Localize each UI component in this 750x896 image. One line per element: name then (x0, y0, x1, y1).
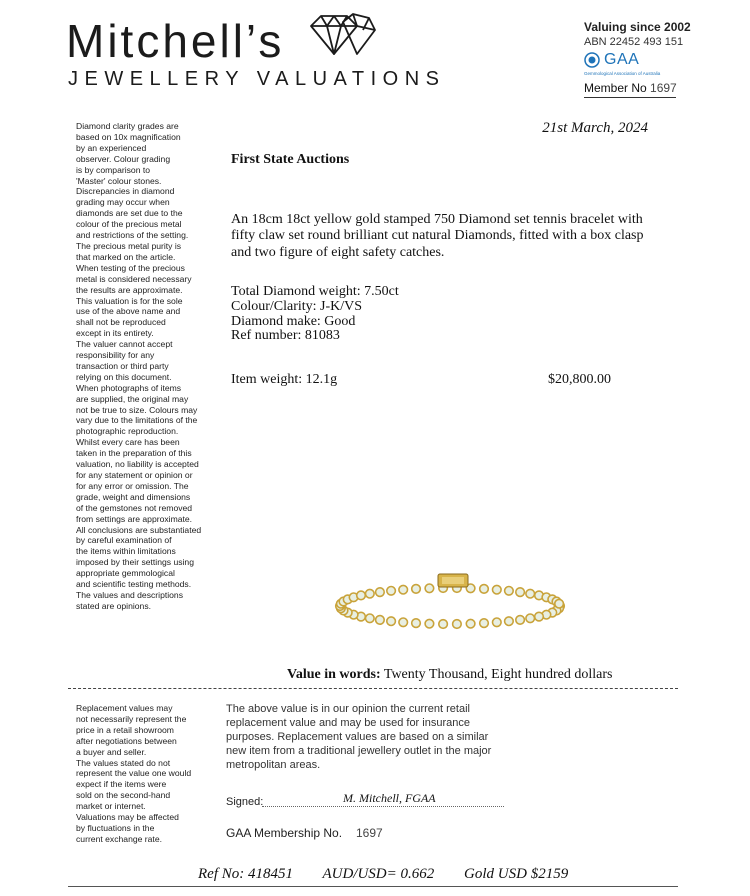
bracelet-stone (366, 614, 375, 623)
disclaimer-line: observer. Colour grading (76, 153, 171, 164)
spec-line: Colour/Clarity: J-K/VS (231, 298, 363, 314)
item-description: An 18cm 18ct yellow gold stamped 750 Diamond set tennis bracelet with fifty claw set round brilliant cut natural Diamonds, fitted with a box clasp and two figure of eight safety catches. (231, 212, 644, 260)
signature-name: M. Mitchell, FGAA (343, 791, 436, 805)
member-label: Member No (584, 81, 647, 95)
disclaimer-line: Diamond clarity grades are (76, 121, 179, 131)
bracelet-stone (480, 619, 489, 628)
header-info (584, 20, 734, 95)
replacement-disclaimer-line: by fluctuations in the (76, 822, 155, 833)
value-words-label: Value in words: (287, 667, 381, 682)
spec-line: Ref number: 81083 (231, 328, 340, 344)
disclaimer-line: All conclusions are substantiated (76, 524, 202, 535)
membership-label: GAA Membership No. (226, 826, 343, 840)
bracelet-stone (555, 599, 564, 608)
bracelet-stone (366, 589, 375, 598)
disclaimer-line: imposed by their settings using (76, 557, 194, 568)
footer (198, 866, 594, 883)
disclaimer-line: that marked on the article. (76, 251, 176, 262)
bracelet-stone (480, 585, 489, 594)
member-value: 1697 (650, 81, 677, 95)
replacement-disclaimer-line: after negotiations between (76, 735, 177, 746)
disclaimer-line: Whilst every care has been (76, 437, 180, 448)
exchange-rate: AUD/USD= 0.662 (322, 866, 435, 882)
valuing-since: Valuing since 2002 (584, 20, 691, 34)
disclaimer-line: not be true to size. Colours may (76, 404, 198, 415)
bracelet-stone (399, 585, 408, 594)
disclaimer-line: stated are opinions. (76, 600, 152, 611)
disclaimer-line: The valuer cannot accept (76, 339, 173, 350)
bracelet-stone (526, 589, 535, 598)
disclaimer-line: shall not be reproduced (76, 317, 166, 328)
bracelet-photo (330, 570, 570, 642)
item-specs (231, 285, 399, 344)
gaa-logo (584, 51, 734, 81)
gaa-fullname: Gemmological Association of Australia (584, 71, 661, 76)
disclaimer-line: from settings are approximate. (76, 513, 193, 524)
replacement-disclaimer-line: price in a retail showroom (76, 724, 174, 735)
bracelet-stone (376, 616, 385, 625)
bracelet-stone (526, 614, 535, 623)
disclaimer-line: The values and descriptions (76, 589, 184, 600)
bracelet-stone (466, 619, 475, 628)
gaa-emblem-icon (584, 52, 600, 68)
footer-rule (68, 886, 678, 887)
disclaimer-line: are supplied, the original may (76, 393, 189, 404)
bracelet-stone (425, 584, 434, 593)
disclaimer-line: by an experienced (76, 142, 147, 153)
bracelet-stone (493, 618, 502, 627)
disclaimer-line: responsibility for any (76, 350, 155, 361)
replacement-disclaimer-line: represent the value one would (76, 768, 192, 779)
bracelet-stone (505, 617, 514, 626)
disclaimer-line: for any statement or opinion or (76, 470, 193, 480)
recipient-name: First State Auctions (231, 152, 350, 167)
disclaimer-line: colour of the precious metal (76, 219, 182, 230)
replacement-disclaimer-line: not necessarily represent the (76, 713, 187, 724)
value-in-words (287, 667, 612, 683)
bracelet-stone (505, 587, 514, 596)
dashed-divider (68, 688, 678, 689)
disclaimer-line: is by comparison to (76, 164, 151, 175)
diamond-logo-icon (307, 12, 379, 58)
signature-line (262, 806, 504, 807)
header-rule (584, 97, 676, 98)
item-weight: Item weight: 12.1g (231, 372, 338, 387)
replacement-disclaimer-line: a buyer and seller. (76, 746, 147, 757)
abn-number: ABN 22452 493 151 (584, 36, 684, 48)
replacement-disclaimer-line: Replacement values may (76, 703, 173, 713)
bracelet-stone (516, 588, 525, 597)
disclaimer-line: grade, weight and dimensions (76, 491, 191, 502)
disclaimer-line: relying on this document. (76, 371, 172, 382)
replacement-disclaimer-line: expect if the items were (76, 779, 167, 790)
bracelet-stone (387, 587, 396, 596)
disclaimer-line: grading may occur when (76, 197, 170, 208)
brand-name: Mitchell’s (66, 15, 285, 67)
replacement-disclaimer-line: The values stated do not (76, 757, 171, 768)
disclaimer-line: the results are approximate. (76, 284, 183, 295)
member-number (584, 81, 734, 95)
disclaimer-line: except in its entirety. (76, 328, 154, 339)
disclaimer-line: taken in the preparation of this (76, 448, 192, 459)
bracelet-stone (439, 620, 448, 629)
disclaimer-line: When testing of the precious (76, 262, 185, 273)
gaa-text: GAA (604, 51, 640, 68)
replacement-disclaimer-line: market or internet. (76, 801, 146, 812)
disclaimer-line: When photographs of items (76, 382, 182, 393)
bracelet-stone (357, 591, 366, 600)
disclaimer-line: valuation, no liability is accepted (76, 459, 199, 470)
ref-number: Ref No: 418451 (198, 866, 293, 882)
bracelet-stone (399, 618, 408, 627)
signed-label: Signed: (226, 796, 264, 808)
disclaimer-line: This valuation is for the sole (76, 295, 183, 306)
membership-number: 1697 (356, 826, 383, 840)
replacement-disclaimer-line: sold on the second-hand (76, 790, 171, 801)
disclaimer-line: appropriate gemmological (76, 568, 175, 579)
disclaimer-line: diamonds are set due to the (76, 208, 183, 219)
disclaimer-line: photographic reproduction. (76, 426, 179, 437)
replacement-disclaimer (76, 703, 216, 845)
disclaimer-line: and restrictions of the setting. (76, 230, 189, 241)
valuation-date: 21st March, 2024 (542, 120, 648, 136)
disclaimer-line: the items within limitations (76, 546, 176, 557)
bracelet-stone (412, 619, 421, 628)
replacement-disclaimer-line: current exchange rate. (76, 833, 162, 844)
disclaimer-column (76, 121, 216, 612)
disclaimer-line: 'Master' colour stones. (76, 175, 162, 186)
replacement-statement: The above value is in our opinion the current retail replacement value and may be used for insurance purposes. Replacement values are based on a similar new item from a traditional jewellery outlet in the major metropolitan areas. (226, 703, 492, 771)
bracelet-stone (453, 620, 462, 629)
bracelet-stone (493, 585, 502, 594)
bracelet-stone (376, 588, 385, 597)
spec-line: Total Diamond weight: 7.50ct (231, 284, 399, 299)
replacement-disclaimer-line: Valuations may be affected (76, 812, 179, 823)
bracelet-stone (425, 619, 434, 628)
gold-price: Gold USD $2159 (464, 866, 569, 882)
spec-line: Diamond make: Good (231, 313, 356, 329)
disclaimer-line: transaction or third party (76, 360, 169, 371)
disclaimer-line: use of the above name and (76, 306, 181, 317)
bracelet-stone (535, 612, 544, 621)
value-words-text: Twenty Thousand, Eight hundred dollars (383, 667, 613, 682)
disclaimer-line: for any error or omission. The (76, 480, 189, 491)
disclaimer-line: and scientific testing methods. (76, 579, 192, 590)
disclaimer-line: vary due to the limitations of the (76, 415, 198, 426)
disclaimer-line: The precious metal purity is (76, 240, 182, 251)
bracelet-stone (387, 617, 396, 626)
disclaimer-line: Discrepancies in diamond (76, 186, 175, 197)
bracelet-stone (516, 616, 525, 625)
valuation-amount: $20,800.00 (548, 372, 611, 387)
brand-subtitle: JEWELLERY VALUATIONS (68, 68, 446, 90)
disclaimer-line: by careful examination of (76, 535, 172, 546)
disclaimer-line: based on 10x magnification (76, 131, 181, 142)
disclaimer-line: of the gemstones not removed (76, 502, 193, 513)
bracelet-stone (412, 585, 421, 594)
disclaimer-line: metal is considered necessary (76, 273, 192, 284)
